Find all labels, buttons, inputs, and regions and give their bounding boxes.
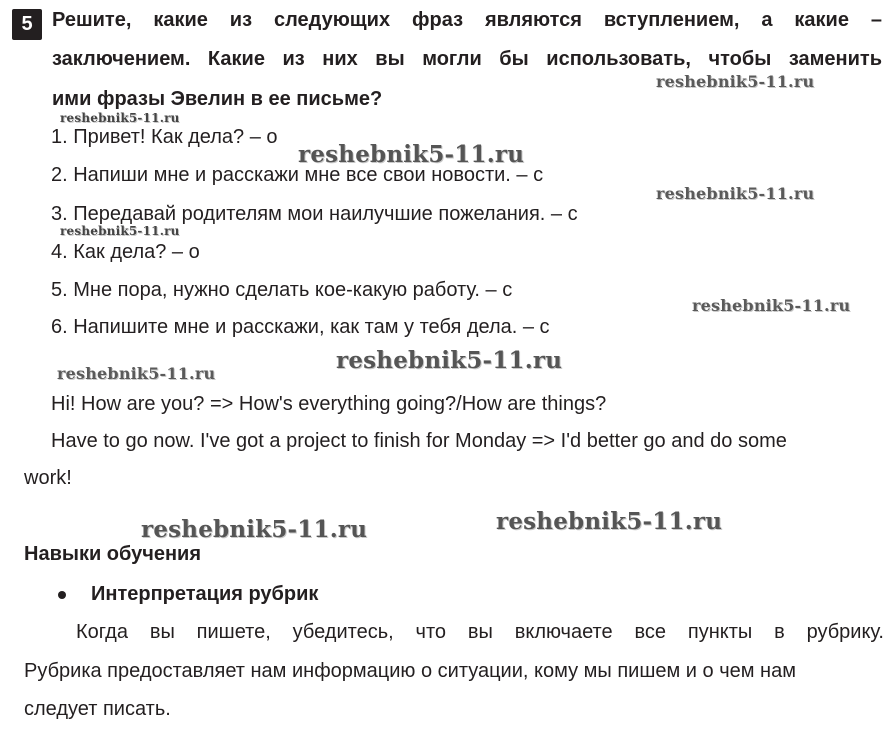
watermark: reshebnik5-11.ru: [656, 72, 815, 91]
phrase-item-3: 3. Передавай родителям мои наилучшие пожелания. – с: [51, 203, 578, 225]
watermark: reshebnik5-11.ru: [60, 224, 180, 238]
paragraph-line-3: следует писать.: [24, 698, 171, 720]
watermark: reshebnik5-11.ru: [692, 296, 851, 315]
task-title-line-1: Решите, какие из следующих фраз являются вступлением, а какие –: [52, 9, 882, 31]
task-title-line-3: ими фразы Эвелин в ее письме?: [52, 88, 383, 110]
task-title-line-2: заключением. Какие из них вы могли бы использовать, чтобы заменить: [52, 48, 882, 70]
answer-line-1: Hi! How are you? => How's everything going?/How are things?: [51, 393, 607, 415]
watermark: reshebnik5-11.ru: [57, 364, 216, 383]
phrase-item-5: 5. Мне пора, нужно сделать кое-какую работу. – с: [51, 279, 513, 301]
task-number-badge: 5: [12, 9, 42, 40]
phrase-item-2: 2. Напиши мне и расскажи мне все свои новости. – с: [51, 164, 544, 186]
section-subheading: Интерпретация рубрик: [91, 583, 319, 605]
watermark: reshebnik5-11.ru: [298, 141, 525, 168]
section-heading: Навыки обучения: [24, 543, 202, 565]
watermark: reshebnik5-11.ru: [656, 184, 815, 203]
watermark: reshebnik5-11.ru: [496, 508, 723, 535]
answer-line-2-continued: work!: [24, 467, 72, 489]
answer-line-2: Have to go now. I've got a project to finish for Monday => I'd better go and do some: [51, 430, 787, 452]
paragraph-line-2: Рубрика предоставляет нам информацию о ситуации, кому мы пишем и о чем нам: [24, 660, 796, 682]
phrase-item-6: 6. Напишите мне и расскажи, как там у тебя дела. – с: [51, 316, 550, 338]
bullet-icon: [58, 591, 66, 599]
watermark: reshebnik5-11.ru: [336, 347, 563, 374]
paragraph-line-1: Когда вы пишете, убедитесь, что вы включаете все пункты в рубрику.: [76, 621, 884, 643]
watermark: reshebnik5-11.ru: [60, 111, 180, 125]
phrase-item-4: 4. Как дела? – о: [51, 241, 200, 263]
watermark: reshebnik5-11.ru: [141, 516, 368, 543]
phrase-item-1: 1. Привет! Как дела? – о: [51, 126, 278, 148]
